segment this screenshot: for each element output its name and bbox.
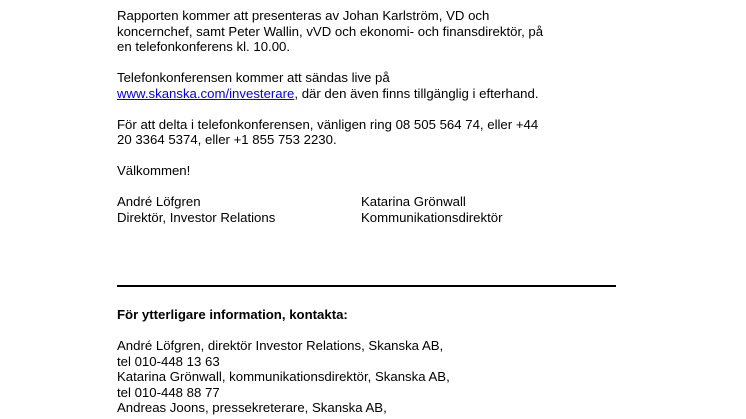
signature-right: [361, 194, 605, 225]
intro-line: koncernchef, samt Peter Wallin, vVD och ekonomi- och finansdirektör, på: [117, 23, 544, 39]
contact-line: tel 010-448 13 63: [117, 353, 220, 369]
signature-name: Katarina Grönwall: [361, 194, 466, 209]
signature-block: [117, 194, 617, 225]
contact-heading: För ytterligare information, kontakta:: [117, 307, 348, 322]
welcome-text: Välkommen!: [117, 163, 191, 178]
investor-link[interactable]: www.skanska.com/investerare: [117, 85, 295, 101]
phone-line: 20 3364 5374, eller +1 855 753 2230.: [117, 132, 337, 147]
contact-line: tel 010-448 88 77: [117, 384, 220, 400]
signature-left: [117, 194, 361, 225]
contact-line: André Löfgren, direktör Investor Relations, Skanska AB,: [117, 338, 444, 353]
intro-line: Rapporten kommer att presenteras av Johan Karlström, VD och: [117, 8, 490, 23]
live-line: Telefonkonferensen kommer att sändas live på: [117, 70, 390, 85]
live-line: [117, 86, 617, 102]
intro-paragraph: [117, 8, 617, 55]
signature-title: Direktör, Investor Relations: [117, 209, 276, 225]
signature-title: Kommunikationsdirektör: [361, 209, 503, 225]
intro-line: en telefonkonferens kl. 10.00.: [117, 39, 291, 54]
section-divider: [117, 285, 616, 287]
contact-section: [117, 307, 637, 416]
press-release-body: [117, 8, 617, 225]
live-broadcast-paragraph: [117, 70, 617, 101]
contact-line: Andreas Joons, pressekreterare, Skanska AB,: [117, 400, 387, 415]
live-line-rest: , där den även finns tillgänglig i efterhand.: [294, 85, 539, 101]
phone-paragraph: [117, 117, 617, 148]
phone-line: För att delta i telefonkonferensen, vänligen ring 08 505 564 74, eller +44: [117, 116, 539, 132]
contact-line: Katarina Grönwall, kommunikationsdirektör, Skanska AB,: [117, 369, 450, 384]
signature-name: André Löfgren: [117, 194, 201, 209]
